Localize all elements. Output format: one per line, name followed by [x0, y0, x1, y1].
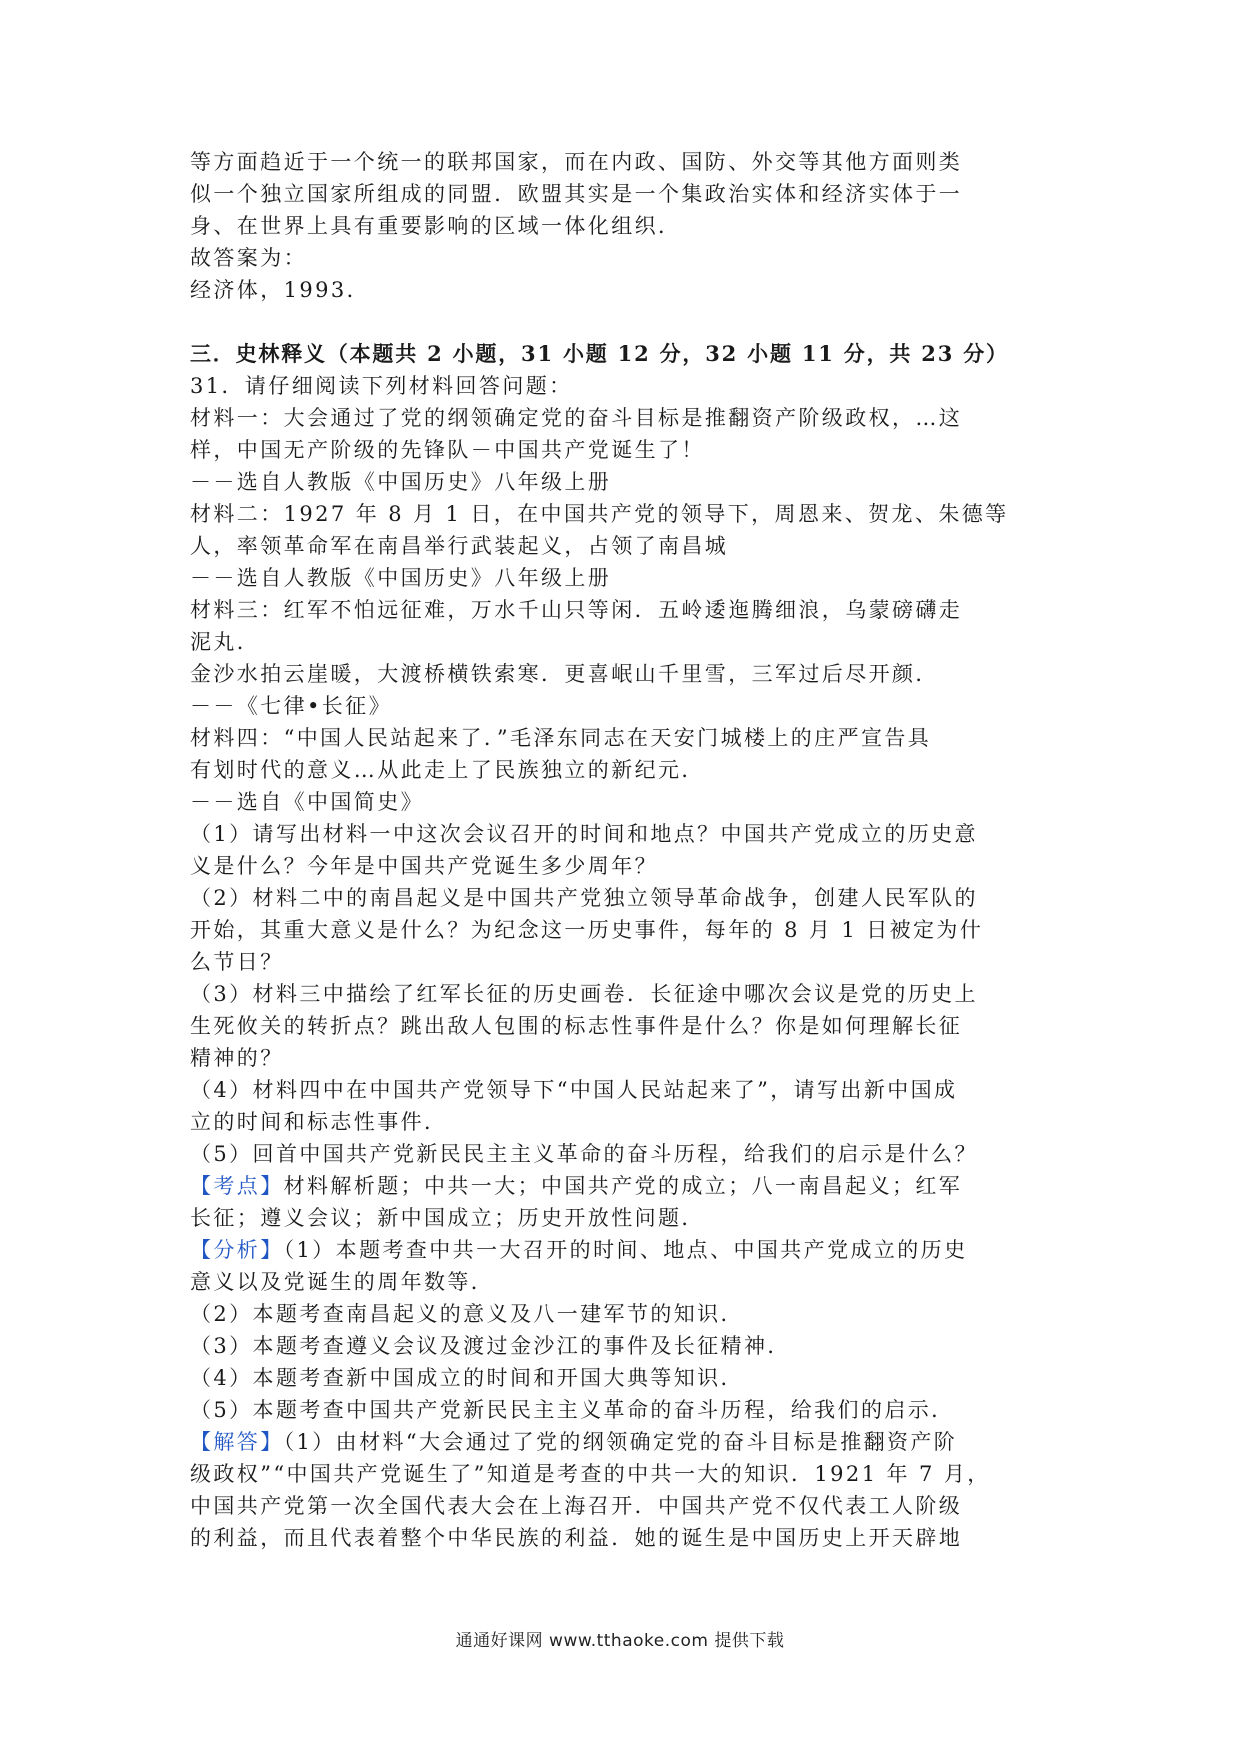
- section-heading: 三．史林释义（本题共 2 小题，31 小题 12 分，32 小题 11 分，共 23 分）: [190, 341, 1009, 366]
- material-text: 材料一：大会通过了党的纲领确定党的奋斗目标是推翻资产阶级政权，…这: [190, 406, 963, 430]
- sub-question: （1）请写出材料一中这次会议召开的时间和地点？中国共产党成立的历史意: [190, 822, 978, 846]
- text-line: 等方面趋近于一个统一的联邦国家，而在内政、国防、外交等其他方面则类: [190, 150, 963, 174]
- kaodian-line: [190, 1170, 1060, 1202]
- material-text: 材料二：1927 年 8 月 1 日，在中国共产党的领导下，周恩来、贺龙、朱德等: [190, 502, 1009, 526]
- text-line: 身、在世界上具有重要影响的区域一体化组织．: [190, 214, 682, 238]
- fenxi-tag: 【分析】: [190, 1238, 284, 1262]
- question-title: 31．请仔细阅读下列材料回答问题：: [190, 374, 573, 398]
- material-text: 样，中国无产阶级的先锋队－中国共产党诞生了！: [190, 438, 705, 462]
- fenxi-text: （1）本题考查中共一大召开的时间、地点、中国共产党成立的历史: [283, 1238, 968, 1262]
- fenxi-line: [190, 1234, 1060, 1266]
- material-text: 泥丸．: [190, 630, 261, 654]
- sub-question: 么节日？: [190, 950, 284, 974]
- kaodian-text: 材料解析题；中共一大；中国共产党的成立；八一南昌起义；红军: [283, 1174, 963, 1198]
- material-source: －－《七律•长征》: [190, 694, 392, 718]
- text-line: （2）本题考查南昌起义的意义及八一建军节的知识．: [190, 1302, 744, 1326]
- material-text: 材料四：“中国人民站起来了．”毛泽东同志在天安门城楼上的庄严宣告具: [190, 726, 932, 750]
- jieda-text: （1）由材料“大会通过了党的纲领确定党的奋斗目标是推翻资产阶: [283, 1430, 958, 1454]
- page-content: [190, 146, 1060, 1554]
- page-footer: 通通好课网 www.tthaoke.com 提供下载: [455, 1631, 785, 1651]
- material-source: －－选自人教版《中国历史》八年级上册: [190, 470, 612, 494]
- text-line: 意义以及党诞生的周年数等．: [190, 1270, 495, 1294]
- sub-question: 开始，其重大意义是什么？为纪念这一历史事件，每年的 8 月 1 日被定为什: [190, 918, 984, 942]
- text-line: 的利益，而且代表着整个中华民族的利益．她的诞生是中国历史上开天辟地: [190, 1526, 963, 1550]
- sub-question: 义是什么？今年是中国共产党诞生多少周年？: [190, 854, 658, 878]
- material-source: －－选自《中国简史》: [190, 790, 424, 814]
- jieda-line: [190, 1426, 1060, 1458]
- paragraph-gap: [190, 306, 1060, 338]
- sub-question: （3）材料三中描绘了红军长征的历史画卷．长征途中哪次会议是党的历史上: [190, 982, 978, 1006]
- text-line: （5）本题考查中国共产党新民民主主义革命的奋斗历程，给我们的启示．: [190, 1398, 955, 1422]
- material-text: 材料三：红军不怕远征难，万水千山只等闲．五岭逶迤腾细浪，乌蒙磅礴走: [190, 598, 963, 622]
- text-line: 似一个独立国家所组成的同盟．欧盟其实是一个集政治实体和经济实体于一: [190, 182, 963, 206]
- text-line: 长征；遵义会议；新中国成立；历史开放性问题．: [190, 1206, 705, 1230]
- sub-question: 立的时间和标志性事件．: [190, 1110, 448, 1134]
- sub-question: （5）回首中国共产党新民民主主义革命的奋斗历程，给我们的启示是什么？: [190, 1142, 978, 1166]
- material-source: －－选自人教版《中国历史》八年级上册: [190, 566, 612, 590]
- text-line: 中国共产党第一次全国代表大会在上海召开．中国共产党不仅代表工人阶级: [190, 1494, 963, 1518]
- material-text: 有划时代的意义…从此走上了民族独立的新纪元．: [190, 758, 705, 782]
- material-text: 金沙水拍云崖暖，大渡桥横铁索寒．更喜岷山千里雪，三军过后尽开颜．: [190, 662, 939, 686]
- sub-question: （2）材料二中的南昌起义是中国共产党独立领导革命战争，创建人民军队的: [190, 886, 978, 910]
- text-line: 级政权”“中国共产党诞生了”知道是考查的中共一大的知识．1921 年 7 月，: [190, 1462, 991, 1486]
- text-line: 故答案为：: [190, 246, 307, 270]
- text-line: （3）本题考查遵义会议及渡过金沙江的事件及长征精神．: [190, 1334, 791, 1358]
- kaodian-tag: 【考点】: [190, 1174, 284, 1198]
- text-line: （4）本题考查新中国成立的时间和开国大典等知识．: [190, 1366, 744, 1390]
- material-text: 人，率领革命军在南昌举行武装起义，占领了南昌城: [190, 534, 729, 558]
- sub-question: 精神的？: [190, 1046, 284, 1070]
- jieda-tag: 【解答】: [190, 1430, 284, 1454]
- sub-question: 生死攸关的转折点？跳出敌人包围的标志性事件是什么？你是如何理解长征: [190, 1014, 963, 1038]
- sub-question: （4）材料四中在中国共产党领导下“中国人民站起来了”，请写出新中国成: [190, 1078, 958, 1102]
- text-line: 经济体，1993．: [190, 278, 371, 302]
